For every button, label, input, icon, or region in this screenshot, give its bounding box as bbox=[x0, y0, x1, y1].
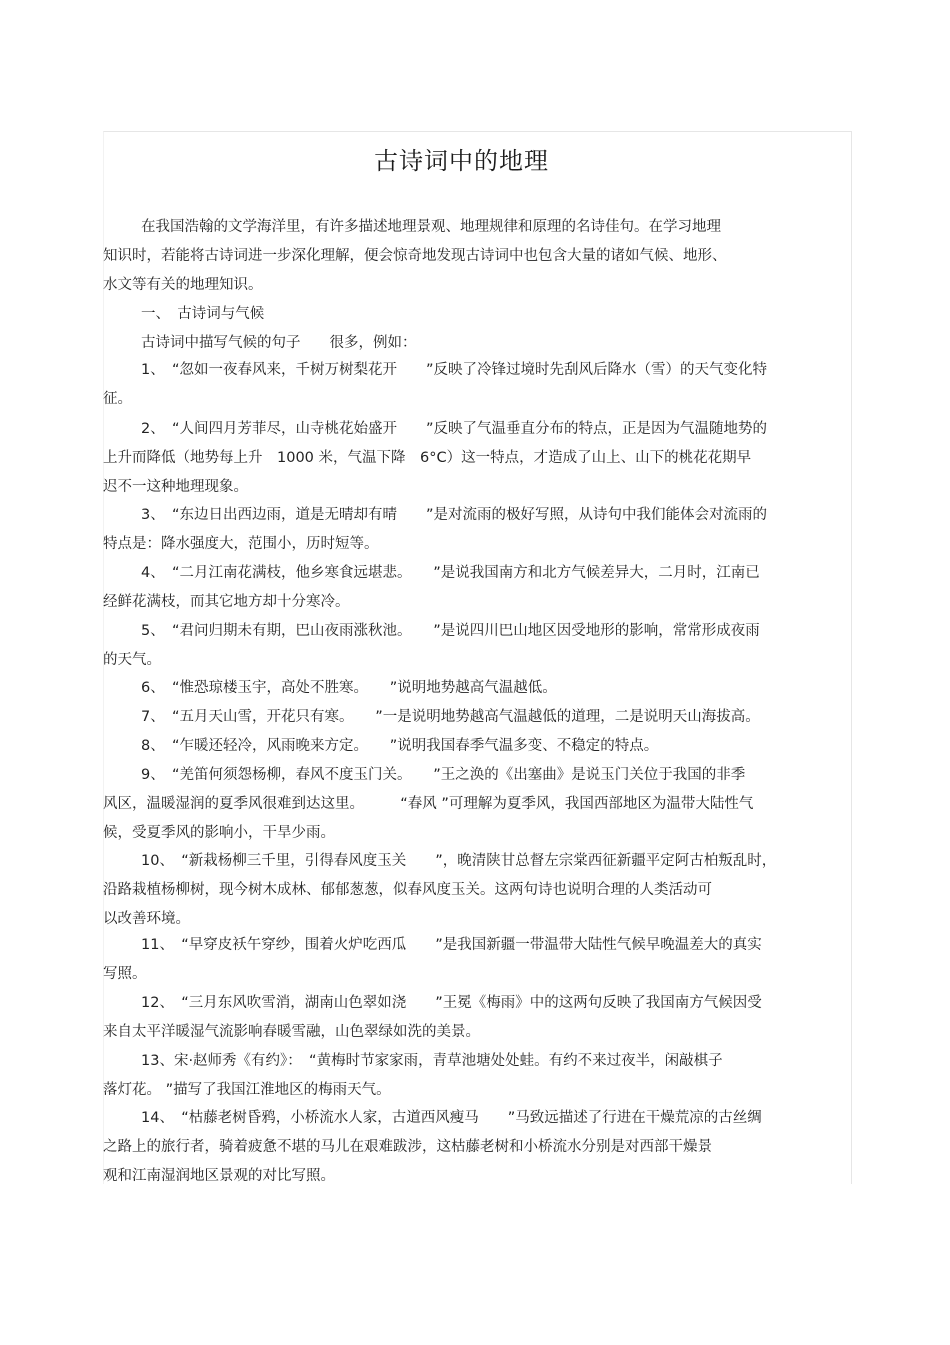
list-item: 10、 “新栽杨柳三千里，引得春风度玉关 ”，晚清陕甘总督左宗棠西征新疆平定阿古柏叛乱时， 沿路栽植杨柳树，现今树木成林、郁郁葱葱，似春风度玉关。这两句诗也说明合理的人类活动可 以改善环境。 bbox=[103, 853, 777, 927]
list-item: 13、宋·赵师秀《有约》： “黄梅时节家家雨，青草池塘处处蛙。有约不来过夜半，闲敲棋子 落灯花。 ”描写了我国江淮地区的梅雨天气。 bbox=[103, 1053, 723, 1098]
intro-line: 在我国浩翰的文学海洋里，有许多描述地理景观、地理规律和原理的名诗佳句。在学习地理 bbox=[141, 219, 721, 235]
list-item: 9、 “羌笛何须怨杨柳，春风不度玉门关。 ”王之涣的《出塞曲》是说玉门关位于我国的非季 风区，温暖湿润的夏季风很难到达这里。 “春风 ”可理解为夏季风，我国西部地区为温带大陆性气 候，受夏季风的影响小，干旱少雨。 bbox=[103, 767, 754, 841]
list-item: 12、 “三月东风吹雪消，湖南山色翠如浇 ”王冕《梅雨》中的这两句反映了我国南方气候因受 来自太平洋暖湿气流影响春暖雪融，山色翠绿如洗的美景。 bbox=[103, 995, 762, 1040]
list-item: 6、 “惟恐琼楼玉宇，高处不胜寒。 ”说明地势越高气温越低。 bbox=[141, 680, 557, 696]
list-item: 4、 “二月江南花满枝，他乡寒食远堪悲。 ”是说我国南方和北方气候差异大，二月时，江南已 经鲜花满枝，而其它地方却十分寒冷。 bbox=[103, 565, 760, 610]
list-item: 2、 “人间四月芳菲尽，山寺桃花始盛开 ”反映了气温垂直分布的特点，正是因为气温随地势的 上升而降低（地势每上升 1000 米，气温下降 6°C）这一特点，才造成了山上、山下的桃花花期早 迟不一这种地理现象。 bbox=[103, 421, 767, 495]
list-item: 1、 “忽如一夜春风来，千树万树梨花开 ”反映了冷锋过境时先刮风后降水（雪）的天气变化特 征。 bbox=[103, 362, 767, 407]
list-item: 5、 “君问归期未有期，巴山夜雨涨秋池。 ”是说四川巴山地区因受地形的影响，常常形成夜雨 的天气。 bbox=[103, 623, 760, 668]
page-title: 古诗词中的地理 bbox=[374, 147, 549, 175]
intro-line: 水文等有关的地理知识。 bbox=[103, 277, 263, 293]
list-item: 7、 “五月天山雪，开花只有寒。 ”一是说明地势越高气温越低的道理，二是说明天山海拔高。 bbox=[141, 709, 760, 725]
list-item: 8、 “乍暖还轻冷，风雨晚来方定。 ”说明我国春季气温多变、不稳定的特点。 bbox=[141, 738, 659, 754]
intro-paragraph bbox=[103, 213, 820, 300]
section-heading: 一、 古诗词与气候 bbox=[141, 306, 265, 322]
list-item: 11、 “早穿皮袄午穿纱，围着火炉吃西瓜 ”是我国新疆一带温带大陆性气候早晚温差大的真实 写照。 bbox=[103, 937, 762, 982]
intro-line: 知识时，若能将古诗词进一步深化理解，便会惊奇地发现古诗词中也包含大量的诸如气候、地形、 bbox=[103, 248, 727, 264]
list-item: 14、 “枯藤老树昏鸦，小桥流水人家，古道西风瘦马 ”马致远描述了行进在干燥荒凉的古丝绸 之路上的旅行者，骑着疲惫不堪的马儿在艰难跋涉，这枯藤老树和小桥流水分别是对西部干燥景 观和江南湿润地区景观的对比写照。 bbox=[103, 1110, 762, 1184]
list-item: 3、 “东边日出西边雨，道是无晴却有晴 ”是对流雨的极好写照，从诗句中我们能体会对流雨的 特点是：降水强度大，范围小，历时短等。 bbox=[103, 507, 767, 552]
lead-sentence: 古诗词中描写气候的句子 很多，例如： bbox=[141, 335, 417, 351]
